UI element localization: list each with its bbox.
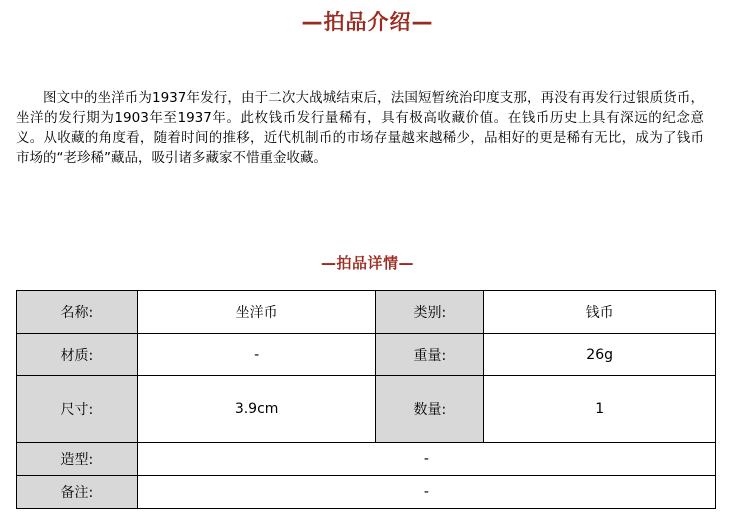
category-label: 类别: [376, 291, 484, 334]
table-row [17, 334, 716, 376]
table-row [17, 443, 716, 476]
remark-value: - [137, 476, 715, 509]
name-value: 坐洋币 [137, 291, 376, 334]
shape-label: 造型: [17, 443, 138, 476]
remark-label: 备注: [17, 476, 138, 509]
size-value: 3.9cm [137, 376, 376, 443]
intro-paragraph: 图文中的坐洋币为1937年发行，由于二次大战城结束后，法国短暂统治印度支那，再没有再发行过银质货币，坐洋的发行期为1903年至1937年。此枚钱币发行量稀有，具有极高收藏价值。在钱币历史上具有深远的纪念意义。从收藏的角度看，随着时间的推移，近代机制币的市场存量越来越稀少，品相好的更是稀有无比，成为了钱币市场的“老珍稀”藏品，吸引诸多藏家不惜重金收藏。 [16, 90, 704, 166]
intro-section-title: —拍品介绍— [301, 10, 434, 34]
weight-label: 重量: [376, 334, 484, 376]
quantity-label: 数量: [376, 376, 484, 443]
table-row [17, 476, 716, 509]
name-label: 名称: [17, 291, 138, 334]
details-section-title: —拍品详情— [320, 254, 414, 272]
table-row [17, 376, 716, 443]
size-label: 尺寸: [17, 376, 138, 443]
weight-value: 26g [484, 334, 716, 376]
details-table [16, 290, 716, 509]
shape-value: - [137, 443, 715, 476]
table-row [17, 291, 716, 334]
material-value: - [137, 334, 376, 376]
category-value: 钱币 [484, 291, 716, 334]
material-label: 材质: [17, 334, 138, 376]
quantity-value: 1 [484, 376, 716, 443]
